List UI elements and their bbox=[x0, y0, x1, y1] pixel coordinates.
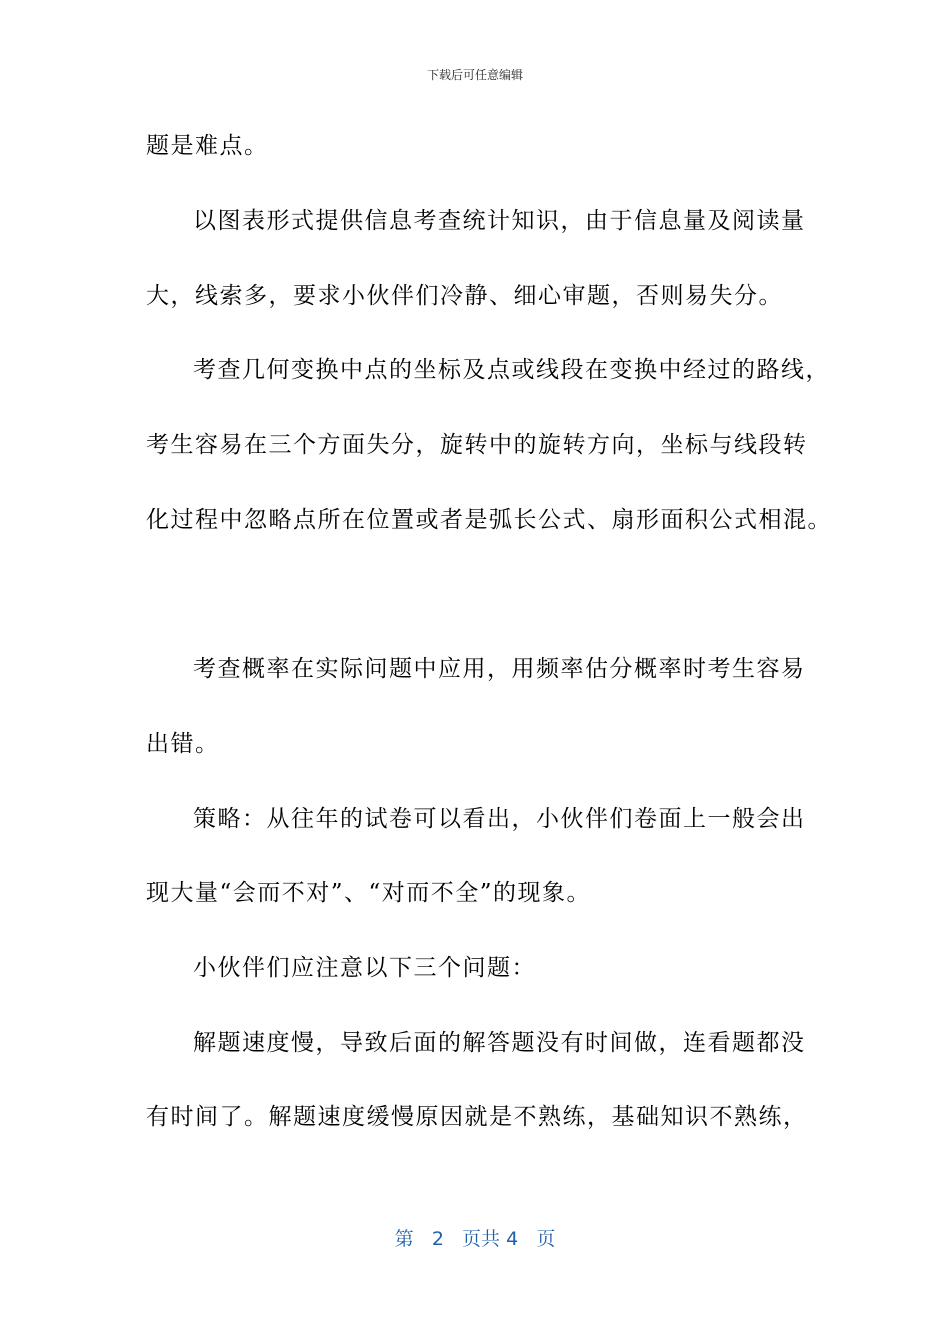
footer-total-pages: 4 bbox=[506, 1228, 519, 1250]
body-line: 策略：从往年的试卷可以看出，小伙伴们卷面上一般会出 bbox=[193, 806, 806, 832]
body-line: 小伙伴们应注意以下三个问题： bbox=[193, 955, 536, 981]
body-line: 考生容易在三个方面失分，旋转中的旋转方向，坐标与线段转 bbox=[146, 432, 808, 458]
footer-page-end: 页 bbox=[536, 1228, 556, 1250]
body-line: 以图表形式提供信息考查统计知识，由于信息量及阅读量 bbox=[193, 208, 806, 234]
footer-page-word: 第 bbox=[394, 1228, 414, 1250]
body-line: 现大量“会而不对”、“对而不全”的现象。 bbox=[146, 880, 592, 906]
body-line: 考查概率在实际问题中应用，用频率估分概率时考生容易 bbox=[193, 656, 806, 682]
body-line: 题是难点。 bbox=[146, 133, 269, 159]
footer-current-page: 2 bbox=[431, 1228, 444, 1250]
body-line: 大，线索多，要求小伙伴们冷静、细心审题，否则易失分。 bbox=[146, 283, 783, 309]
body-line: 化过程中忽略点所在位置或者是弧长公式、扇形面积公式相混。 bbox=[146, 507, 832, 533]
footer-page-suffix: 页共 bbox=[462, 1228, 501, 1250]
body-line: 有时间了。解题速度缓慢原因就是不熟练，基础知识不熟练， bbox=[146, 1104, 808, 1130]
body-line: 考查几何变换中点的坐标及点或线段在变换中经过的路线， bbox=[193, 357, 830, 383]
page-header: 下载后可任意编辑 bbox=[426, 68, 523, 82]
page-footer bbox=[0, 1226, 950, 1252]
body-line: 解题速度慢，导致后面的解答题没有时间做，连看题都没 bbox=[193, 1030, 806, 1056]
body-line: 出错。 bbox=[146, 731, 220, 757]
